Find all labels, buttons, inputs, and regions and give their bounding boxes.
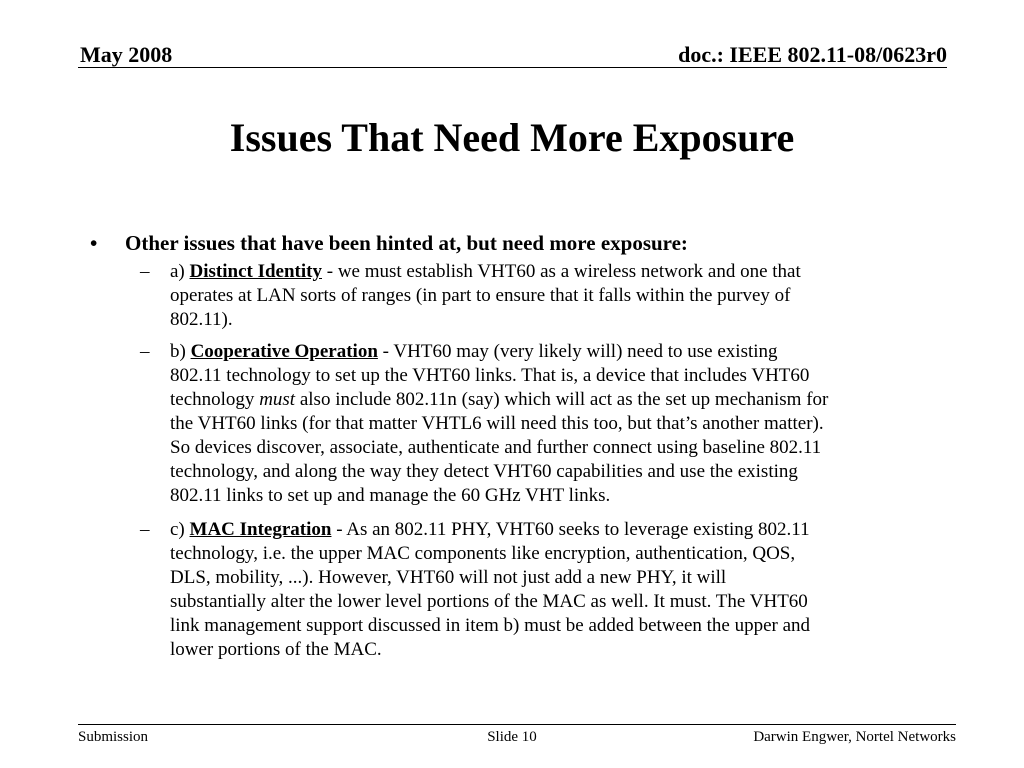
sub-item-text: link management support discussed in item b) must be added between the upper and [170,615,811,636]
sub-item-dash: – [140,341,150,362]
sub-item-prefix: b) [170,341,191,362]
sub-item-text: 802.11). [170,309,233,330]
sub-item-text: substantially alter the lower level portions of the MAC as well. It must. The VHT60 [170,591,808,612]
header-doc-id: doc.: IEEE 802.11-08/0623r0 [678,42,947,67]
sub-item-text: - As an 802.11 PHY, VHT60 seeks to leverage existing 802.11 [331,519,810,540]
footer-author: Darwin Engwer, Nortel Networks [753,729,956,745]
footer-rule [78,724,956,725]
sub-item-text: also include 802.11n (say) which will act as the set up mechanism for [295,389,829,410]
sub-item-text: 802.11 links to set up and manage the 60 GHz VHT links. [170,485,611,506]
sub-item-text: the VHT60 links (for that matter VHTL6 will need this too, but that’s another matter). [170,413,824,434]
bullet-marker: • [90,231,98,255]
sub-item-text: technology [170,389,260,410]
sub-item-text: 802.11 technology to set up the VHT60 links. That is, a device that includes VHT60 [170,365,810,386]
footer-submission: Submission [78,729,149,745]
sub-item-term: Distinct Identity [189,261,322,282]
sub-item-text: lower portions of the MAC. [170,639,382,660]
sub-item-text: - we must establish VHT60 as a wireless network and one that [322,261,801,282]
header-date: May 2008 [80,42,173,67]
sub-item-text: DLS, mobility, ...). However, VHT60 will not just add a new PHY, it will [170,567,727,588]
sub-item-text: technology, i.e. the upper MAC components like encryption, authentication, QOS, [170,543,796,564]
sub-item-text: - VHT60 may (very likely will) need to use existing [377,341,778,362]
sub-item-prefix: a) [170,261,190,282]
sub-item-b [170,340,970,508]
sub-item-prefix: c) [170,519,190,540]
sub-item-term: Cooperative Operation [190,341,378,362]
header-rule [78,67,947,68]
sub-item-text: operates at LAN sorts of ranges (in part to ensure that it falls within the purvey of [170,285,791,306]
sub-item-emphasis: must [259,389,296,410]
sub-item-term: MAC Integration [189,519,332,540]
sub-item-c [170,518,970,662]
footer-slide-number: Slide 10 [487,729,537,745]
sub-item-dash: – [140,261,150,282]
sub-item-a [170,260,970,332]
sub-item-text: So devices discover, associate, authenticate and further connect using baseline 802.11 [170,437,822,458]
sub-item-dash: – [140,519,150,540]
slide-title: Issues That Need More Exposure [229,115,795,160]
sub-item-text: technology, and along the way they detect VHT60 capabilities and use the existing [170,461,798,482]
bullet-text: Other issues that have been hinted at, but need more exposure: [125,231,688,255]
